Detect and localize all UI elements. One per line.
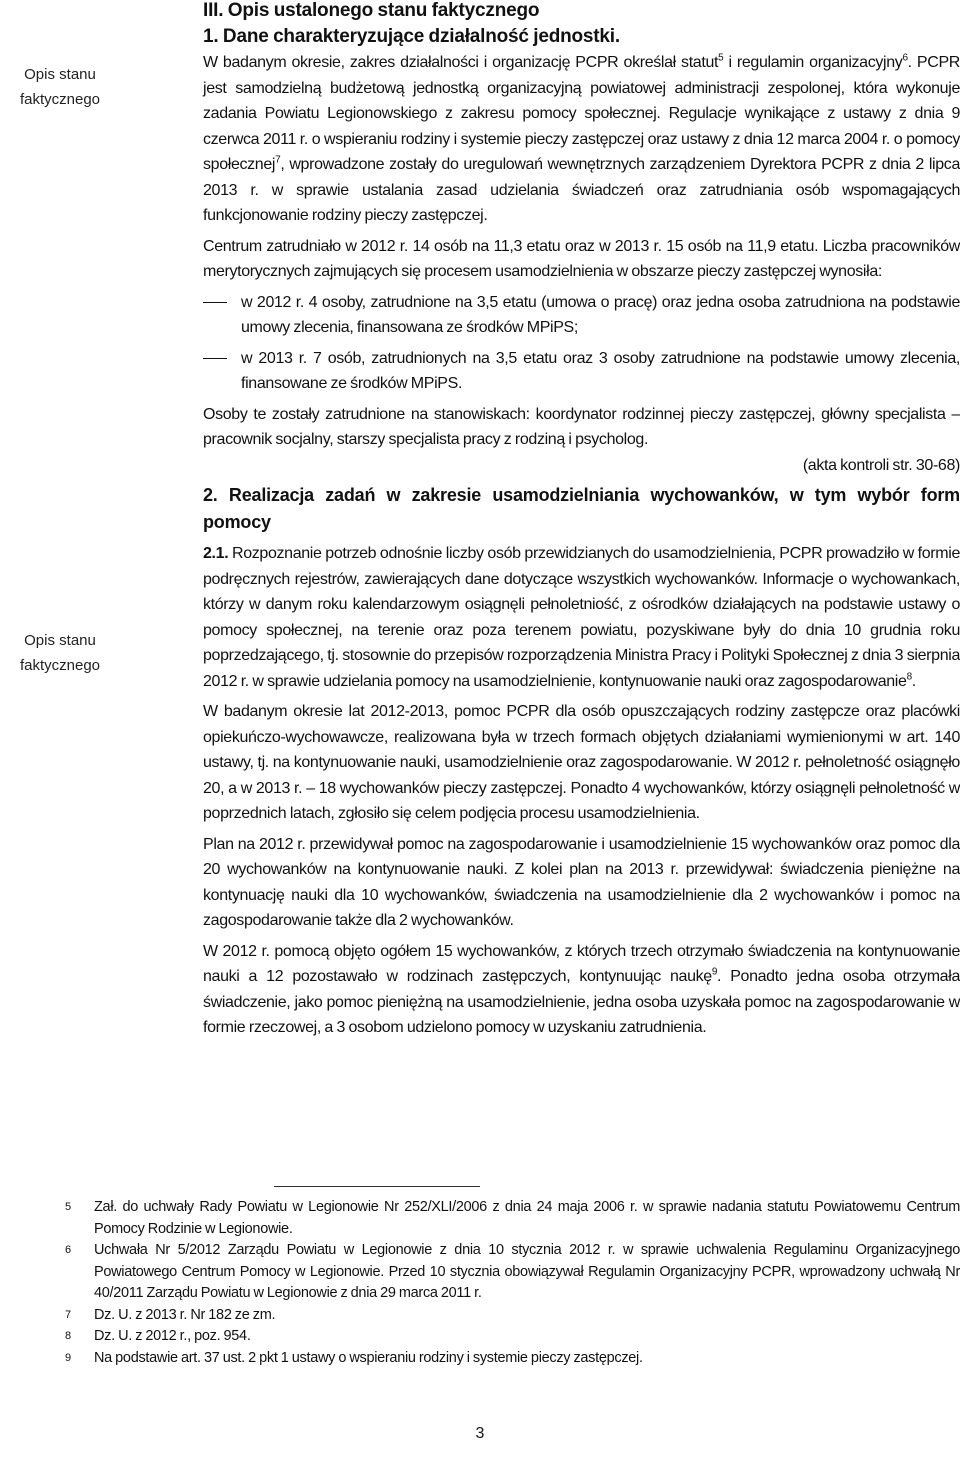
paragraph-2012-aid: W 2012 r. pomocą objęto ogółem 15 wychowanków, z których trzech otrzymało świadczenia na kontynuowanie nauki a 12 pozostawało w rodzinach zastępczych, kontynuując naukę$^9$. Ponadto jedna osoba otrzymała świadczenie, jako pomoc pieniężną na usamodzielnienie, jedna osoba uzyskała pomoc na zagospodarowanie w formie rzeczowej, a 3 osobom udzielono pomocy w uzyskaniu zatrudnienia.: [203, 942, 960, 1036]
subsection-heading-1: 1. Dane charakteryzujące działalność jednostki.: [203, 26, 620, 47]
footnote-divider: [274, 1186, 480, 1187]
subsection-heading-2: 2. Realizacja zadań w zakresie usamodzielniania wychowanków, w tym wybór form pomocy: [203, 485, 960, 532]
footnote-9: 9 Na podstawie art. 37 ust. 2 pkt 1 ustawy o wspieraniu rodziny i systemie pieczy zastępczej.: [65, 1349, 643, 1366]
footnote-7: 7 Dz. U. z 2013 r. Nr 182 ze zm.: [65, 1306, 276, 1323]
page-number: 3: [475, 1425, 485, 1442]
margin-note-1: Opis stanu faktycznego: [19, 66, 101, 108]
paragraph-positions: Osoby te zostały zatrudnione na stanowiskach: koordynator rodzinnej pieczy zastępczej, główny specjalista – pracownik socjalny, starszy specjalista pracy z rodziną i psycholog.: [203, 405, 960, 448]
paragraph-plan: Plan na 2012 r. przewidywał pomoc na zagospodarowanie i usamodzielnienie 15 wychowanków oraz pomoc dla 20 wychowanków na kontynuowanie nauki. Z kolei plan na 2013 r. przewidywał: świadczenia pieniężne na kontynuację nauki dla 10 wychowanków, świadczenia na usamodzielnienie dla 2 wychowanków i pomoc na zagospodarowanie także dla 2 wychowanków.: [203, 835, 960, 929]
list-item: w 2013 r. 7 osób, zatrudnionych na 3,5 etatu oraz 3 osoby zatrudnione na podstawie umowy zlecenia, finansowane ze środków MPiPS.: [203, 346, 960, 397]
paragraph-employment: Centrum zatrudniało w 2012 r. 14 osób na 11,3 etatu oraz w 2013 r. 15 osób na 11,9 etatu. Liczba pracowników merytorycznych zajmujących się procesem usamodzielnienia w obszarze pieczy zastępczej wynosiła:: [203, 237, 960, 280]
footnote-ref-8[interactable]: 8: [906, 671, 912, 683]
akta-reference: (akta kontroli str. 30-68): [802, 456, 960, 474]
footnote-ref-7[interactable]: 7: [275, 154, 281, 166]
dash-bullet-icon: [203, 302, 227, 304]
dash-bullet-icon: [203, 358, 227, 360]
footnote-ref-9[interactable]: 9: [711, 966, 718, 978]
paragraph-needs: 2.1. Rozpoznanie potrzeb odnośnie liczby osób przewidzianych do usamodzielnienia, PCPR prowadziło w formie podręcznych rejestrów, zawierających dane dotyczące wszystkich wychowanków. Informacje o wychowankach, którzy w danym roku kalendarzowym osiągnęli pełnoletniość, z ośrodków działających na podstawie ustawy o pomocy społecznej, na terenie oraz poza terenem powiatu, pozyskiwane były do dnia 10 grudnia roku poprzedzającego, tj. stosownie do przepisów rozporządzenia Ministra Pracy i Polityki Społecznej z dnia 3 sierpnia 2012 r. w sprawie udzielania pomocy na usamodzielnienie, kontynuowanie nauki oraz zagospodarowanie$^8$.: [203, 545, 960, 690]
footnote-8: 8 Dz. U. z 2012 r., poz. 954.: [65, 1328, 251, 1344]
paragraph-activity: W badanym okresie, zakres działalności i organizację PCPR określał statut$^5$ i regulamin organizacyjny$^6$. PCPR jest samodzielną budżetową jednostką organizacyjną powiatowej administracji zespolonej, która wykonuje zadania Powiatu Legionowskiego z zakresu pomocy społecznej. Regulacje wynikające z ustawy z dnia 9 czerwca 2011 r. o wspieraniu rodziny i systemie pieczy zastępczej oraz ustawy z dnia 12 marca 2004 r. o pomocy społecznej$^7$, wprowadzone zostały do uregulowań wewnętrznych zarządzeniem Dyrektora PCPR z dnia 2 lipca 2013 r. w sprawie ustalania zasad udzielania świadczeń oraz zatrudniania osób wspomagających funkcjonowanie rodziny pieczy zastępczej.: [203, 52, 960, 224]
footnote-ref-6[interactable]: 6: [902, 52, 908, 64]
footnote-5: 5 Zał. do uchwały Rady Powiatu w Legionowie Nr 252/XLI/2006 z dnia 24 maja 2006 r. w sprawie nadania statutu Powiatowemu Centrum Pomocy Rodzinie w Legionowie.: [65, 1199, 960, 1237]
paragraph-forms-of-aid: W badanym okresie lat 2012-2013, pomoc PCPR dla osób opuszczających rodziny zastępcze oraz placówki opiekuńczo-wychowawcze, realizowana była w trzech formach objętych działaniami wymienionymi w art. 140 ustawy, tj. na kontynuowanie nauki, usamodzielnienie oraz zagospodarowanie. W 2012 r. pełnoletność osiągnęło 20, a w 2013 r. – 18 wychowanków pieczy zastępczej. Ponadto 4 wychowanków, którzy osiągnęli pełnoletność w poprzednich latach, zgłosiło się celem podjęcia procesu usamodzielnienia.: [203, 703, 960, 822]
staff-list: [203, 290, 960, 397]
margin-note-2: Opis stanu faktycznego: [19, 632, 101, 674]
list-item: w 2012 r. 4 osoby, zatrudnione na 3,5 etatu (umowa o pracę) oraz jedna osoba zatrudniona na podstawie umowy zlecenia, finansowana ze środków MPiPS;: [203, 290, 960, 341]
footnote-ref-5[interactable]: 5: [718, 52, 724, 64]
section-heading: III. Opis ustalonego stanu faktycznego: [203, 0, 540, 21]
main-content: [203, 0, 960, 1041]
footnote-6: 6 Uchwała Nr 5/2012 Zarządu Powiatu w Legionowie z dnia 10 stycznia 2012 r. w sprawie uchwalenia Regulaminu Organizacyjnego Powiatowego Centrum Pomocy w Legionowie. Przed 10 stycznia obowiązywał Regulamin Organizacyjny PCPR, wprowadzony uchwałą Nr 40/2011 Zarządu Powiatu w Legionowie z dnia 29 marca 2011 r.: [65, 1242, 960, 1301]
footnotes: [65, 1197, 960, 1369]
